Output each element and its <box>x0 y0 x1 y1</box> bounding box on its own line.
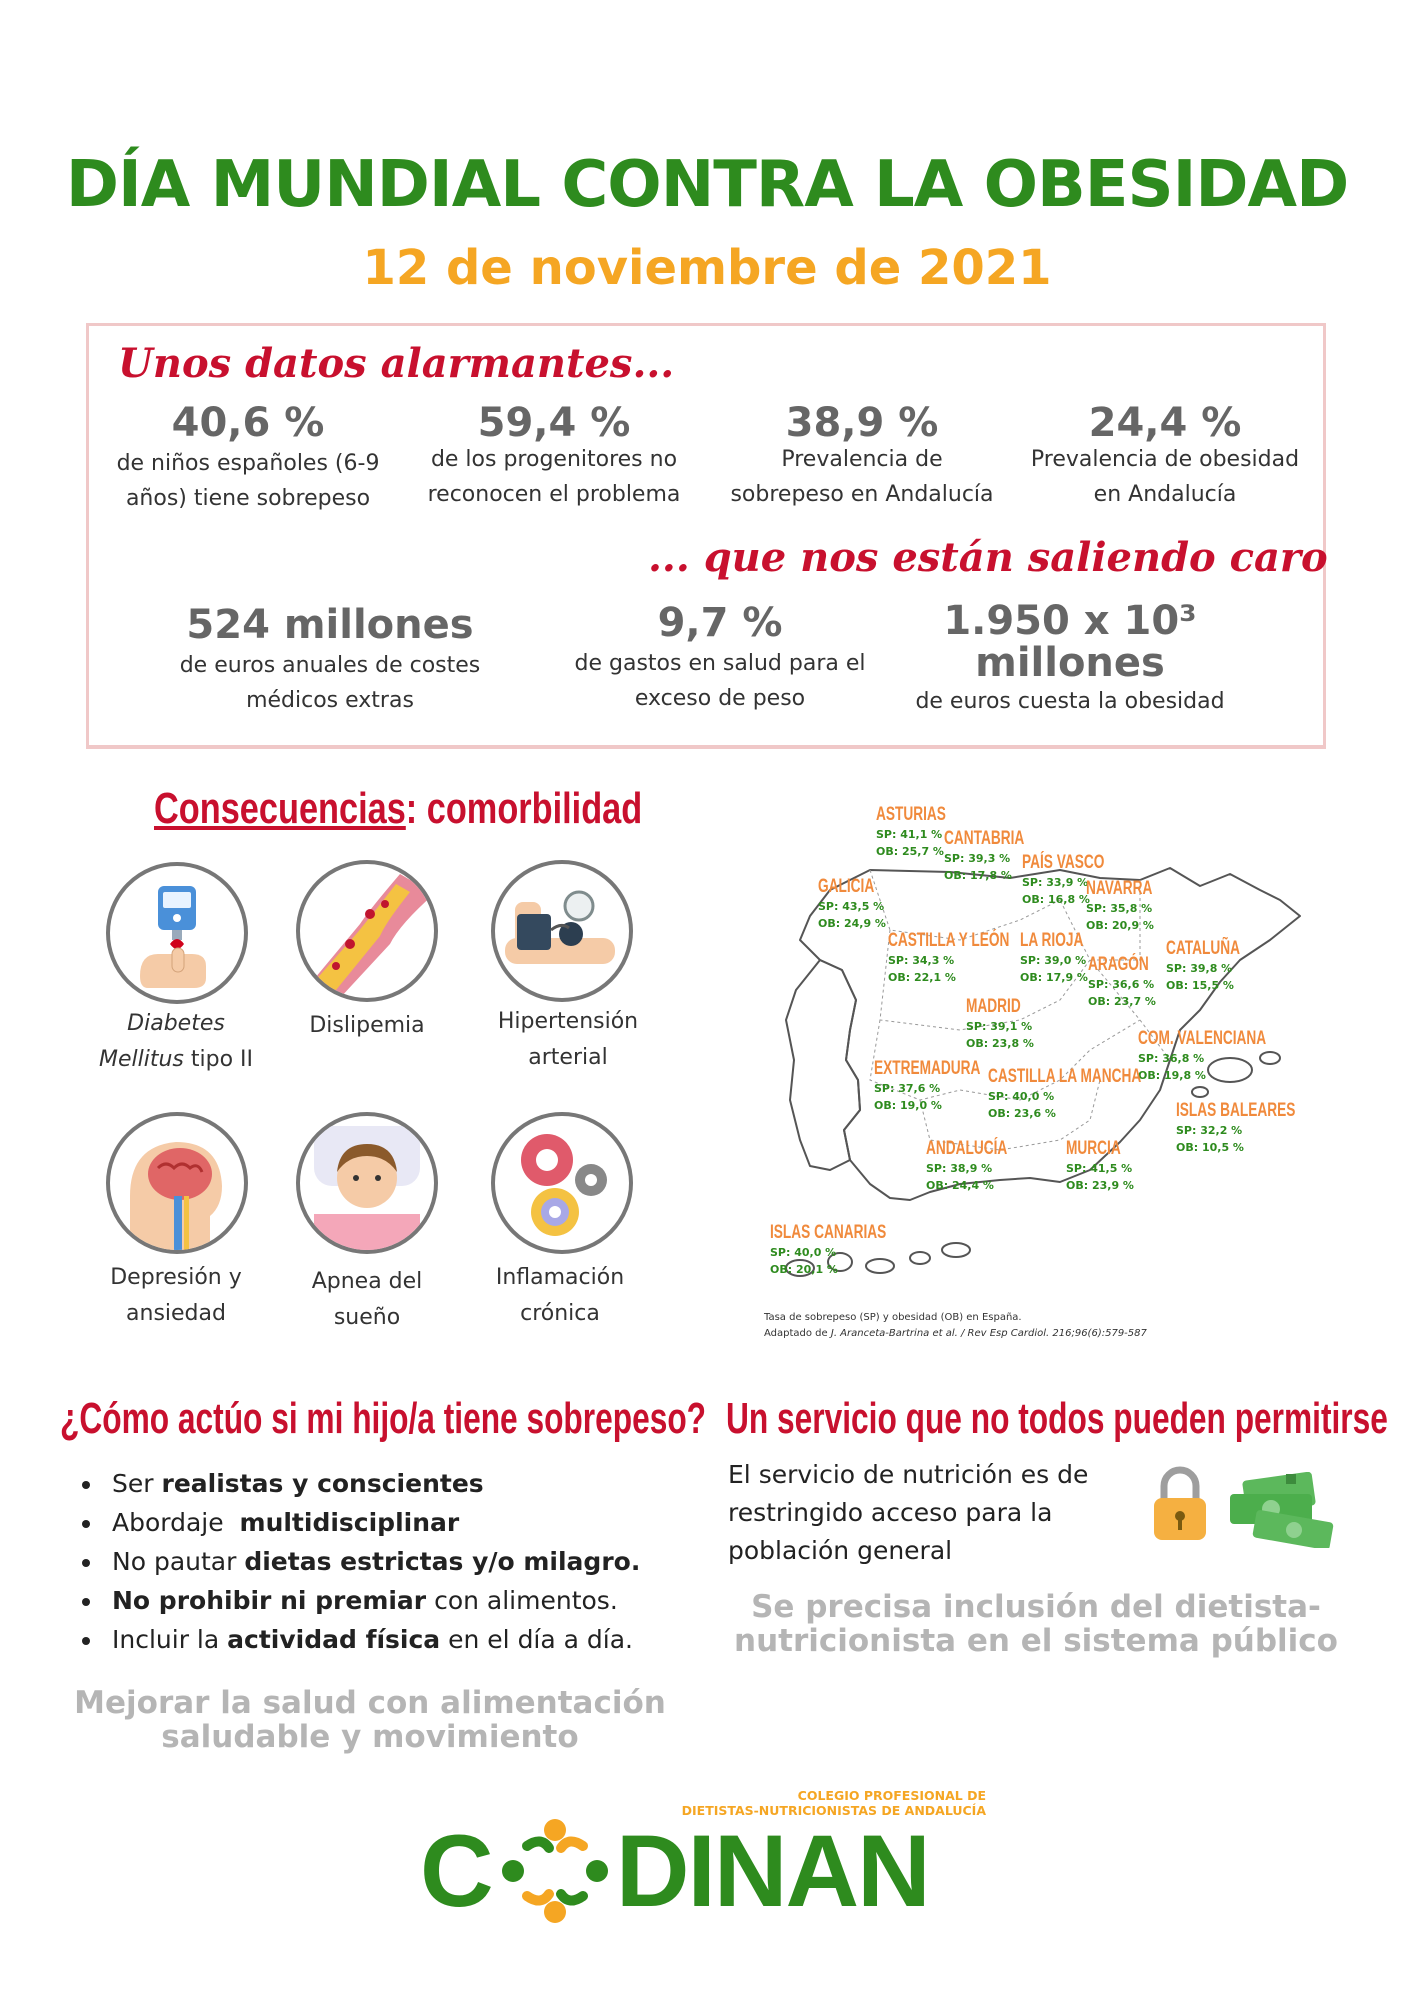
consequences-title-underlined: Consecuencias <box>154 784 406 833</box>
tips-list-wrap <box>76 1464 696 1659</box>
caption-diabetes <box>86 1006 266 1078</box>
stat-progenitores <box>404 400 704 512</box>
list-item <box>104 1503 696 1542</box>
region-name: CANTABRIA <box>944 828 1025 849</box>
map-caption-ref: J. Aranceta-Bartrina et al. / Rev Esp Cardiol. 216;96(6):579-587 <box>830 1328 1147 1339</box>
tip-bold: dietas estrictas y/o milagro. <box>244 1547 641 1576</box>
stat-line: de euros anuales de costes <box>179 653 481 678</box>
region-name: GALICIA <box>818 876 875 897</box>
footer-line: Mejorar la salud con alimentación <box>74 1685 666 1721</box>
region-name: LA RIOJA <box>1020 930 1084 951</box>
caption-line: Depresión y <box>110 1265 242 1290</box>
stat-sobrepeso-andalucia <box>712 400 1012 512</box>
region-sp: SP: 36,8 % <box>1138 1052 1205 1065</box>
region-sp: SP: 39,3 % <box>944 852 1011 865</box>
region-name: ISLAS BALEARES <box>1176 1100 1296 1121</box>
region-sp: SP: 38,9 % <box>926 1162 993 1175</box>
stat-value: 1.950 x 10³ <box>943 598 1197 644</box>
caption-apnea <box>282 1264 452 1336</box>
stat-line: en Andalucía <box>1093 482 1237 507</box>
caption-dislipemia <box>282 1008 452 1044</box>
region-name: COM. VALENCIANA <box>1138 1028 1267 1049</box>
tip-text: Abordaje <box>112 1508 240 1537</box>
money-icon <box>1224 1472 1336 1548</box>
tip-text: Ser <box>112 1469 162 1498</box>
region-sp: SP: 35,8 % <box>1086 902 1153 915</box>
caption-line: Hipertensión <box>497 1009 639 1034</box>
stat-value: 9,7 % <box>657 600 783 646</box>
stat-line: años) tiene sobrepeso <box>125 486 371 511</box>
portugal-outline <box>786 960 860 1170</box>
tip-bold: actividad física <box>227 1625 441 1654</box>
region-name: NAVARRA <box>1086 878 1153 899</box>
region-sp: SP: 32,2 % <box>1176 1124 1243 1137</box>
stat-value-unit: millones <box>975 640 1165 686</box>
map-caption <box>764 1310 1147 1342</box>
region-label <box>770 1222 932 1278</box>
region-ob: OB: 17,9 % <box>1020 971 1088 984</box>
region-name: ASTURIAS <box>876 804 946 825</box>
stat-line: de gastos en salud para el <box>574 651 866 676</box>
region-ob: OB: 19,8 % <box>1138 1069 1206 1082</box>
caption-line <box>86 1042 266 1078</box>
region-ob: OB: 17,8 % <box>944 869 1012 882</box>
region-label <box>818 876 896 932</box>
caption-line: Diabetes <box>127 1011 225 1036</box>
caption-italic: Mellitus <box>98 1047 184 1072</box>
service-line: población general <box>728 1536 953 1565</box>
region-sp: SP: 34,3 % <box>888 954 955 967</box>
logo-subtitle-line: COLEGIO PROFESIONAL DE <box>797 1788 986 1803</box>
stat-line: exceso de peso <box>634 686 806 711</box>
tips-list <box>76 1464 696 1659</box>
logo-subtitle-line: DIETISTAS-NUTRICIONISTAS DE ANDALUCÍA <box>681 1803 986 1818</box>
blood-pressure-icon <box>491 860 633 1002</box>
cost-millones <box>160 602 500 718</box>
cost-heading: ... que nos están saliendo caro <box>648 534 1328 581</box>
region-name: ANDALUCÍA <box>926 1138 1008 1159</box>
region-sp: SP: 36,6 % <box>1088 978 1155 991</box>
logo <box>420 1814 929 1928</box>
stat-line: sobrepeso en Andalucía <box>730 482 994 507</box>
stat-line: de euros cuesta la obesidad <box>915 689 1225 714</box>
region-label <box>966 996 1042 1052</box>
brain-icon <box>106 1112 248 1254</box>
region-ob: OB: 24,9 % <box>818 917 886 930</box>
canary-island <box>942 1243 970 1257</box>
region-sp: SP: 39,0 % <box>1020 954 1087 967</box>
region-label <box>926 1138 1039 1194</box>
tip-text: Incluir la <box>112 1625 228 1654</box>
region-name: ISLAS CANARIAS <box>770 1222 887 1243</box>
footer-line: nutricionista en el sistema público <box>734 1623 1338 1659</box>
stat-value: 59,4 % <box>477 400 631 446</box>
stat-value: 40,6 % <box>171 400 325 446</box>
footer-line: Se precisa inclusión del dietista- <box>751 1589 1321 1625</box>
region-name: CASTILLA LA MANCHA <box>988 1066 1142 1087</box>
caption-line: arterial <box>528 1045 608 1070</box>
map-caption-line <box>764 1326 1147 1342</box>
region-sp: SP: 41,5 % <box>1066 1162 1133 1175</box>
cost-gastos <box>550 600 890 716</box>
caption-hipertension <box>478 1004 658 1076</box>
footer-line: saludable y movimiento <box>161 1719 579 1755</box>
lock-icon <box>1150 1464 1210 1544</box>
logo-letter-c: C <box>420 1814 494 1928</box>
sleep-apnea-icon <box>296 1112 438 1254</box>
region-label <box>1088 954 1172 1010</box>
stat-ninos <box>98 400 398 516</box>
stat-line: Prevalencia de <box>781 447 943 472</box>
region-sp: SP: 41,1 % <box>876 828 943 841</box>
region-sp: SP: 37,6 % <box>874 1082 941 1095</box>
action-heading: ¿Cómo actúo si mi hijo/a tiene sobrepeso? <box>60 1394 707 1443</box>
action-footer <box>40 1686 700 1754</box>
inflammation-gears-icon <box>491 1112 633 1254</box>
region-ob: OB: 20,9 % <box>1086 919 1154 932</box>
region-ob: OB: 23,6 % <box>988 1107 1056 1120</box>
caption-inflamacion <box>470 1260 650 1332</box>
dyslipidemia-icon <box>296 860 438 1002</box>
region-ob: OB: 23,7 % <box>1088 995 1156 1008</box>
consequences-title-rest: : comorbilidad <box>405 784 643 833</box>
page-date: 12 de noviembre de 2021 <box>362 240 1052 296</box>
caption-line: crónica <box>520 1301 600 1326</box>
tip-text: en el día a día. <box>440 1625 633 1654</box>
region-name: ARAGÓN <box>1088 954 1149 975</box>
region-name: CATALUÑA <box>1166 938 1240 959</box>
stat-line: de niños españoles (6-9 <box>116 451 380 476</box>
tip-bold: realistas y conscientes <box>161 1469 484 1498</box>
caption-line: Dislipemia <box>309 1013 425 1038</box>
service-footer <box>716 1590 1356 1658</box>
service-line: restringido acceso para la <box>728 1498 1053 1527</box>
stat-value: 38,9 % <box>785 400 939 446</box>
list-item <box>104 1581 696 1620</box>
caption-line: Apnea del <box>311 1269 423 1294</box>
map-caption-prefix: Adaptado de <box>764 1328 831 1339</box>
tip-bold: No prohibir ni premiar <box>112 1586 427 1615</box>
stat-line: Prevalencia de obesidad <box>1030 447 1300 472</box>
page-title: DÍA MUNDIAL CONTRA LA OBESIDAD <box>65 148 1349 222</box>
list-item <box>104 1620 696 1659</box>
service-text <box>728 1456 1088 1570</box>
region-ob: OB: 20,1 % <box>770 1263 838 1276</box>
region-name: PAÍS VASCO <box>1022 852 1105 873</box>
region-name: MURCIA <box>1066 1138 1121 1159</box>
stat-value: 524 millones <box>186 602 474 648</box>
consequences-title <box>154 784 642 834</box>
stat-line: de los progenitores no <box>430 447 678 472</box>
region-ob: OB: 23,9 % <box>1066 1179 1134 1192</box>
region-ob: OB: 15,5 % <box>1166 979 1234 992</box>
region-sp: SP: 39,1 % <box>966 1020 1033 1033</box>
tip-text: No pautar <box>112 1547 245 1576</box>
cost-total <box>900 600 1240 719</box>
diabetes-icon <box>106 862 248 1004</box>
region-sp: SP: 40,0 % <box>988 1090 1055 1103</box>
stat-line: reconocen el problema <box>427 482 681 507</box>
region-label <box>1176 1100 1342 1156</box>
region-label <box>1066 1138 1142 1194</box>
region-label <box>1086 878 1178 934</box>
region-label <box>1166 938 1269 994</box>
map-caption-line: Tasa de sobrepeso (SP) y obesidad (OB) en España. <box>764 1312 1022 1323</box>
caption-normal: tipo II <box>183 1047 254 1072</box>
region-ob: OB: 25,7 % <box>876 845 944 858</box>
region-ob: OB: 24,4 % <box>926 1179 994 1192</box>
stat-obesidad-andalucia <box>1010 400 1320 512</box>
region-sp: SP: 40,0 % <box>770 1246 837 1259</box>
region-sp: SP: 39,8 % <box>1166 962 1233 975</box>
service-line: El servicio de nutrición es de <box>728 1460 1089 1489</box>
caption-line: Inflamación <box>495 1265 625 1290</box>
region-sp: SP: 43,5 % <box>818 900 885 913</box>
service-heading: Un servicio que no todos pueden permitirse <box>726 1394 1388 1443</box>
region-ob: OB: 22,1 % <box>888 971 956 984</box>
list-item <box>104 1542 696 1581</box>
region-ob: OB: 10,5 % <box>1176 1141 1244 1154</box>
region-sp: SP: 33,9 % <box>1022 876 1089 889</box>
region-ob: OB: 19,0 % <box>874 1099 942 1112</box>
logo-gear-icon <box>499 1818 611 1924</box>
region-name: MADRID <box>966 996 1021 1017</box>
tip-bold: multidisciplinar <box>239 1508 460 1537</box>
caption-depresion <box>86 1260 266 1332</box>
stat-line: médicos extras <box>246 688 414 713</box>
region-ob: OB: 16,8 % <box>1022 893 1090 906</box>
alarming-heading: Unos datos alarmantes... <box>118 340 675 387</box>
logo-text: DINAN <box>615 1814 929 1928</box>
region-label <box>988 1066 1201 1122</box>
list-item <box>104 1464 696 1503</box>
caption-line: sueño <box>333 1305 401 1330</box>
stat-value: 24,4 % <box>1088 400 1242 446</box>
region-ob: OB: 23,8 % <box>966 1037 1034 1050</box>
region-name: CASTILLA Y LEÓN <box>888 930 1010 951</box>
region-name: EXTREMADURA <box>874 1058 981 1079</box>
tip-text: con alimentos. <box>426 1586 618 1615</box>
caption-line: ansiedad <box>126 1301 226 1326</box>
